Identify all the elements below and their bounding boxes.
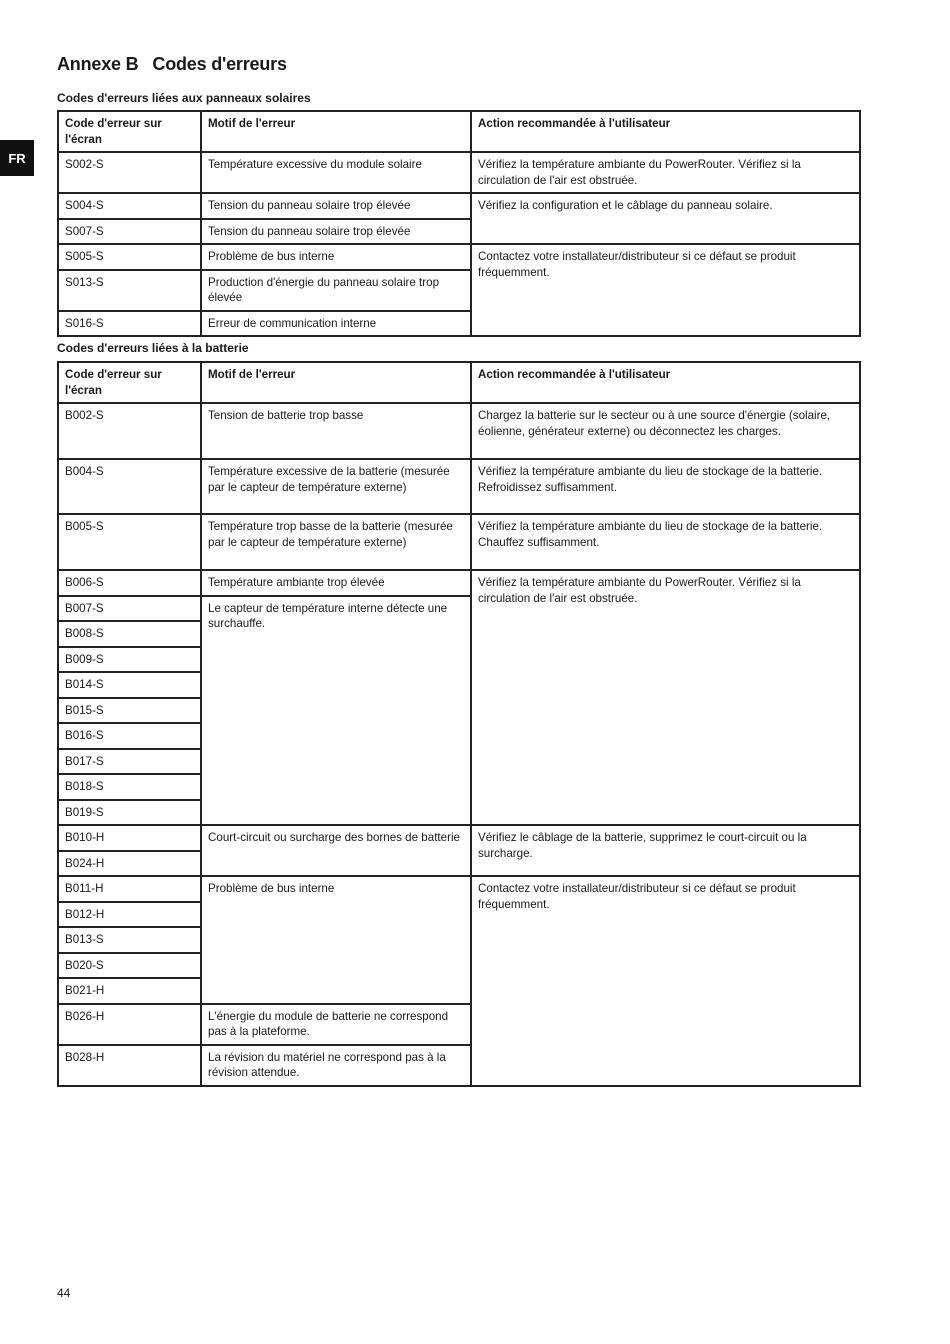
- error-code: B020-S: [58, 953, 201, 979]
- error-code: B013-S: [58, 927, 201, 953]
- error-code: B011-H: [58, 876, 201, 902]
- table-row: [58, 876, 860, 902]
- error-code: B019-S: [58, 800, 201, 826]
- annex-title: Codes d'erreurs: [152, 54, 287, 74]
- error-reason: Tension du panneau solaire trop élevée: [201, 193, 471, 219]
- error-reason: Tension de batterie trop basse: [201, 403, 471, 459]
- table-header-row: [58, 111, 860, 152]
- page-number: 44: [57, 1286, 71, 1300]
- error-reason: Température excessive du module solaire: [201, 152, 471, 193]
- recommended-action: Vérifiez la température ambiante du lieu de stockage de la batterie. Chauffez suffisamment.: [471, 514, 860, 570]
- recommended-action: Contactez votre installateur/distributeur si ce défaut se produit fréquemment.: [471, 244, 860, 336]
- error-code: S004-S: [58, 193, 201, 219]
- error-code: B008-S: [58, 621, 201, 647]
- error-code: B005-S: [58, 514, 201, 570]
- error-code: S002-S: [58, 152, 201, 193]
- error-reason: Le capteur de température interne détecte une surchauffe.: [201, 596, 471, 826]
- table-row: [58, 570, 860, 596]
- error-reason: Température ambiante trop élevée: [201, 570, 471, 596]
- error-code: B017-S: [58, 749, 201, 775]
- solar-error-table: [57, 110, 861, 337]
- error-code: B004-S: [58, 459, 201, 514]
- error-reason: Tension du panneau solaire trop élevée: [201, 219, 471, 245]
- table-row: [58, 152, 860, 193]
- error-reason: Production d'énergie du panneau solaire trop élevée: [201, 270, 471, 311]
- error-code: S013-S: [58, 270, 201, 311]
- error-code: S016-S: [58, 311, 201, 337]
- error-code: S007-S: [58, 219, 201, 245]
- header-code: Code d'erreur sur l'écran: [58, 111, 201, 152]
- page-title: [57, 54, 287, 75]
- recommended-action: Chargez la batterie sur le secteur ou à une source d'énergie (solaire, éolienne, générateur externe) ou déconnectez les charges.: [471, 403, 860, 459]
- header-action: Action recommandée à l'utilisateur: [471, 362, 860, 403]
- recommended-action: Vérifiez la configuration et le câblage du panneau solaire.: [471, 193, 860, 244]
- recommended-action: Vérifiez la température ambiante du lieu de stockage de la batterie. Refroidissez suffisamment.: [471, 459, 860, 514]
- error-code: B016-S: [58, 723, 201, 749]
- error-reason: Problème de bus interne: [201, 876, 471, 1004]
- error-reason: Problème de bus interne: [201, 244, 471, 270]
- error-code: B018-S: [58, 774, 201, 800]
- table-row: [58, 459, 860, 514]
- error-reason: L'énergie du module de batterie ne correspond pas à la plateforme.: [201, 1004, 471, 1045]
- recommended-action: Vérifiez le câblage de la batterie, supprimez le court-circuit ou la surcharge.: [471, 825, 860, 876]
- error-code: B006-S: [58, 570, 201, 596]
- header-reason: Motif de l'erreur: [201, 111, 471, 152]
- error-code: B007-S: [58, 596, 201, 622]
- table-row: [58, 403, 860, 459]
- error-code: B009-S: [58, 647, 201, 673]
- table-row: [58, 244, 860, 270]
- header-code: Code d'erreur sur l'écran: [58, 362, 201, 403]
- recommended-action: Vérifiez la température ambiante du PowerRouter. Vérifiez si la circulation de l'air est obstruée.: [471, 570, 860, 825]
- language-tab: FR: [0, 140, 34, 176]
- error-code: B024-H: [58, 851, 201, 877]
- error-code: B026-H: [58, 1004, 201, 1045]
- error-reason: Erreur de communication interne: [201, 311, 471, 337]
- error-code: B010-H: [58, 825, 201, 851]
- error-reason: La révision du matériel ne correspond pas à la révision attendue.: [201, 1045, 471, 1086]
- table-row: [58, 825, 860, 851]
- error-reason: Court-circuit ou surcharge des bornes de batterie: [201, 825, 471, 876]
- table-row: [58, 193, 860, 219]
- error-code: S005-S: [58, 244, 201, 270]
- solar-section-title: Codes d'erreurs liées aux panneaux solaires: [57, 91, 311, 105]
- battery-error-table: [57, 361, 861, 1087]
- header-action: Action recommandée à l'utilisateur: [471, 111, 860, 152]
- error-reason: Température trop basse de la batterie (mesurée par le capteur de température externe): [201, 514, 471, 570]
- error-code: B002-S: [58, 403, 201, 459]
- battery-section-title: Codes d'erreurs liées à la batterie: [57, 341, 249, 355]
- table-header-row: [58, 362, 860, 403]
- recommended-action: Contactez votre installateur/distributeur si ce défaut se produit fréquemment.: [471, 876, 860, 1086]
- annex-label: Annexe B: [57, 54, 139, 74]
- error-reason: Température excessive de la batterie (mesurée par le capteur de température externe): [201, 459, 471, 514]
- recommended-action: Vérifiez la température ambiante du PowerRouter. Vérifiez si la circulation de l'air est obstruée.: [471, 152, 860, 193]
- error-code: B014-S: [58, 672, 201, 698]
- error-code: B012-H: [58, 902, 201, 928]
- error-code: B015-S: [58, 698, 201, 724]
- error-code: B028-H: [58, 1045, 201, 1086]
- error-code: B021-H: [58, 978, 201, 1004]
- header-reason: Motif de l'erreur: [201, 362, 471, 403]
- table-row: [58, 514, 860, 570]
